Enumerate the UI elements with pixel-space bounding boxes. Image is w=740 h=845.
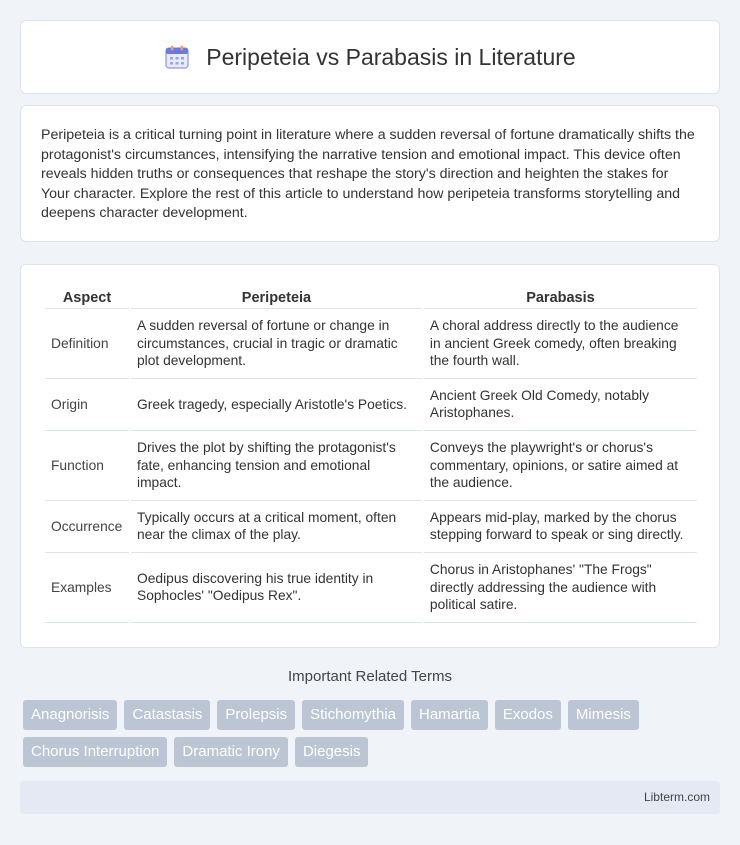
related-term-tag[interactable]: Diegesis — [295, 737, 369, 767]
table-row — [45, 553, 697, 623]
table-row — [45, 309, 697, 379]
table-row — [45, 431, 697, 501]
parabasis-cell: A choral address directly to the audience in ancient Greek comedy, often breaking the fourth wall. — [424, 309, 697, 379]
intro-card — [20, 105, 720, 242]
related-term-tag[interactable]: Mimesis — [568, 700, 639, 730]
header-card — [20, 20, 720, 94]
table-row — [45, 379, 697, 431]
comparison-table — [43, 285, 699, 623]
calendar-icon — [164, 44, 190, 70]
aspect-cell: Definition — [45, 309, 129, 379]
peripeteia-cell: A sudden reversal of fortune or change in circumstances, crucial in tragic or dramatic plot development. — [131, 309, 422, 379]
aspect-cell: Occurrence — [45, 501, 129, 553]
parabasis-cell: Conveys the playwright's or chorus's commentary, opinions, or satire aimed at the audience. — [424, 431, 697, 501]
related-term-tag[interactable]: Stichomythia — [302, 700, 404, 730]
related-term-tag[interactable]: Chorus Interruption — [23, 737, 167, 767]
parabasis-cell: Chorus in Aristophanes' "The Frogs" directly addressing the audience with political satire. — [424, 553, 697, 623]
column-header-aspect: Aspect — [45, 285, 129, 309]
title-wrap — [164, 44, 575, 71]
table-row — [45, 501, 697, 553]
related-terms-list — [23, 700, 713, 767]
peripeteia-cell: Oedipus discovering his true identity in Sophocles' "Oedipus Rex". — [131, 553, 422, 623]
related-term-tag[interactable]: Prolepsis — [217, 700, 295, 730]
comparison-table-card — [20, 264, 720, 648]
parabasis-cell: Ancient Greek Old Comedy, notably Aristophanes. — [424, 379, 697, 431]
peripeteia-cell: Typically occurs at a critical moment, often near the climax of the play. — [131, 501, 422, 553]
related-term-tag[interactable]: Hamartia — [411, 700, 488, 730]
aspect-cell: Examples — [45, 553, 129, 623]
footer — [20, 781, 720, 814]
aspect-cell: Origin — [45, 379, 129, 431]
peripeteia-cell: Greek tragedy, especially Aristotle's Poetics. — [131, 379, 422, 431]
intro-paragraph: Peripeteia is a critical turning point in literature where a sudden reversal of fortune dramatically shifts the protagonist's circumstances, intensifying the narrative tension and emotional impact. This device often reveals hidden truths or consequences that reshape the story's direction and heighten the stakes for Your character. Explore the rest of this article to understand how peripeteia transforms storytelling and deepens character development. — [41, 127, 695, 222]
related-term-tag[interactable]: Anagnorisis — [23, 700, 117, 730]
parabasis-cell: Appears mid-play, marked by the chorus stepping forward to speak or sing directly. — [424, 501, 697, 553]
column-header-peripeteia: Peripeteia — [131, 285, 422, 309]
related-term-tag[interactable]: Dramatic Irony — [174, 737, 288, 767]
related-terms-title: Important Related Terms — [288, 668, 452, 685]
related-term-tag[interactable]: Exodos — [495, 700, 561, 730]
page-title: Peripeteia vs Parabasis in Literature — [206, 43, 576, 70]
related-term-tag[interactable]: Catastasis — [124, 700, 210, 730]
peripeteia-cell: Drives the plot by shifting the protagonist's fate, enhancing tension and emotional impact. — [131, 431, 422, 501]
aspect-cell: Function — [45, 431, 129, 501]
table-header-row — [45, 285, 697, 309]
footer-site-link[interactable]: Libterm.com — [643, 790, 710, 804]
column-header-parabasis: Parabasis — [424, 285, 697, 309]
